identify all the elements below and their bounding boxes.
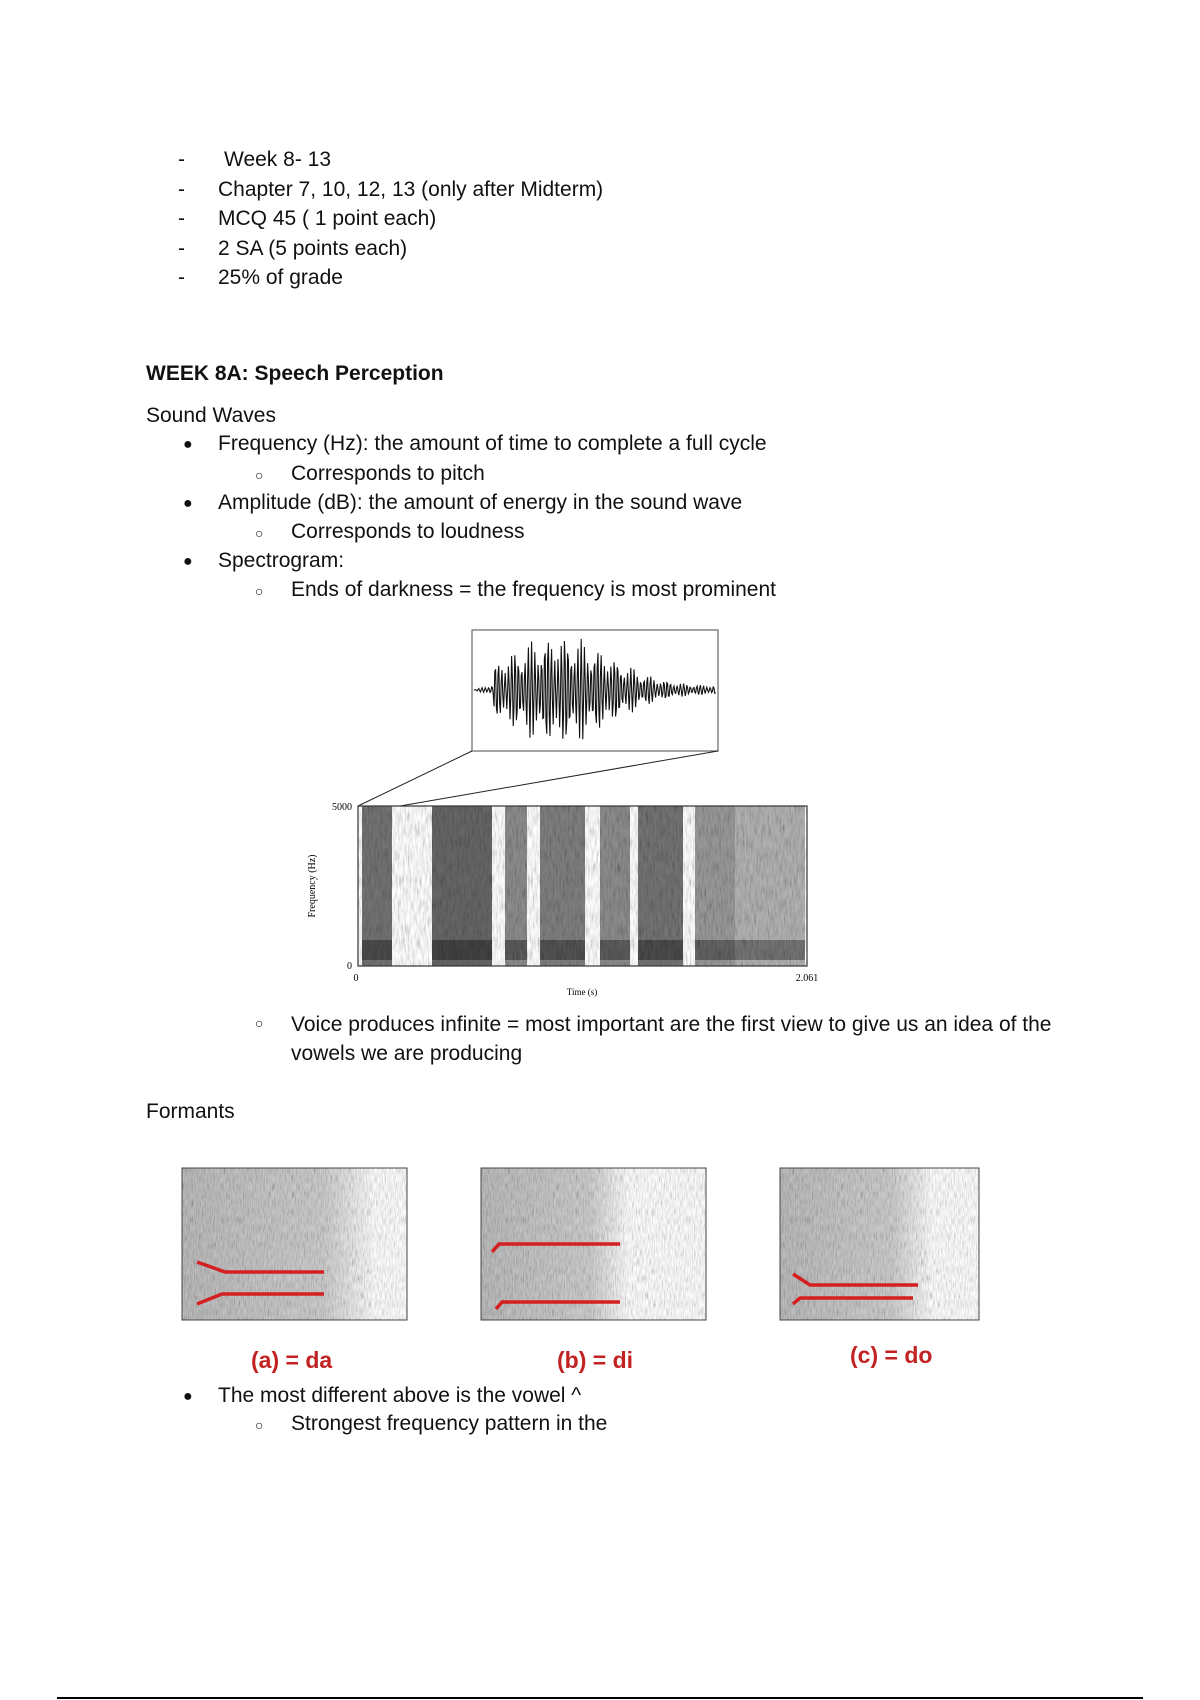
y-min-label: 0 [347,961,352,972]
spectrogram-low-band [638,940,683,960]
bullet-vowel-note: ● The most different above is the vowel ^ [183,1384,582,1407]
page-bottom-rule [57,1697,1143,1699]
y-axis-label: Frequency (Hz) [307,854,318,918]
spectrogram-low-band [432,940,492,960]
sub-bullet-voice: ○ Voice produces infinite = most important are the first view to give us an idea of the vowels we are producing [255,1013,1052,1065]
list-item: - Week 8- 13 [178,148,331,171]
spectrogram-low-band [362,940,392,960]
bullet-frequency: ● Frequency (Hz): the amount of time to complete a full cycle [183,432,767,455]
spectrogram-low-band [600,940,630,960]
bullet-spectrogram: ● Spectrogram: [183,549,345,572]
waveform-inset [472,630,718,751]
zoom-line-right [400,751,718,806]
sound-waves-heading: Sound Waves [146,404,276,427]
sub-bullet-loudness: ○ Corresponds to loudness [255,520,525,543]
y-max-label: 5000 [332,802,352,813]
x-axis-label: Time (s) [566,987,598,997]
caption-do: (c) = do [850,1342,933,1368]
main-spectrogram [307,802,818,997]
spectrogram-low-band [505,940,527,960]
formant-chart-a [182,1168,407,1320]
spectrogram-low-band [695,940,735,960]
spectrogram-low-band [735,940,805,960]
caption-da: (a) = da [251,1347,333,1373]
x-max-label: 2.061 [795,973,819,984]
spectrogram-low-band [540,940,585,960]
x-min-label: 0 [353,973,359,984]
formants-heading: Formants [146,1100,235,1123]
sub-bullet-frequency-pattern: ○ Strongest frequency pattern in the [255,1412,608,1435]
zoom-line-left [358,751,472,806]
caption-di: (b) = di [557,1347,634,1373]
list-item: - 2 SA (5 points each) [178,236,408,260]
formant-chart-c [780,1168,979,1320]
section-title: WEEK 8A: Speech Perception [146,362,444,385]
sub-bullet-darkness: ○ Ends of darkness = the frequency is most prominent [255,578,776,601]
list-item: - MCQ 45 ( 1 point each) [178,207,437,230]
formant-chart-b [481,1168,706,1320]
bullet-amplitude: ● Amplitude (dB): the amount of energy in the sound wave [183,491,743,514]
sub-bullet-pitch: ○ Corresponds to pitch [255,462,485,485]
list-item: - 25% of grade [178,266,343,289]
list-item: - Chapter 7, 10, 12, 13 (only after Midterm) [178,177,604,201]
